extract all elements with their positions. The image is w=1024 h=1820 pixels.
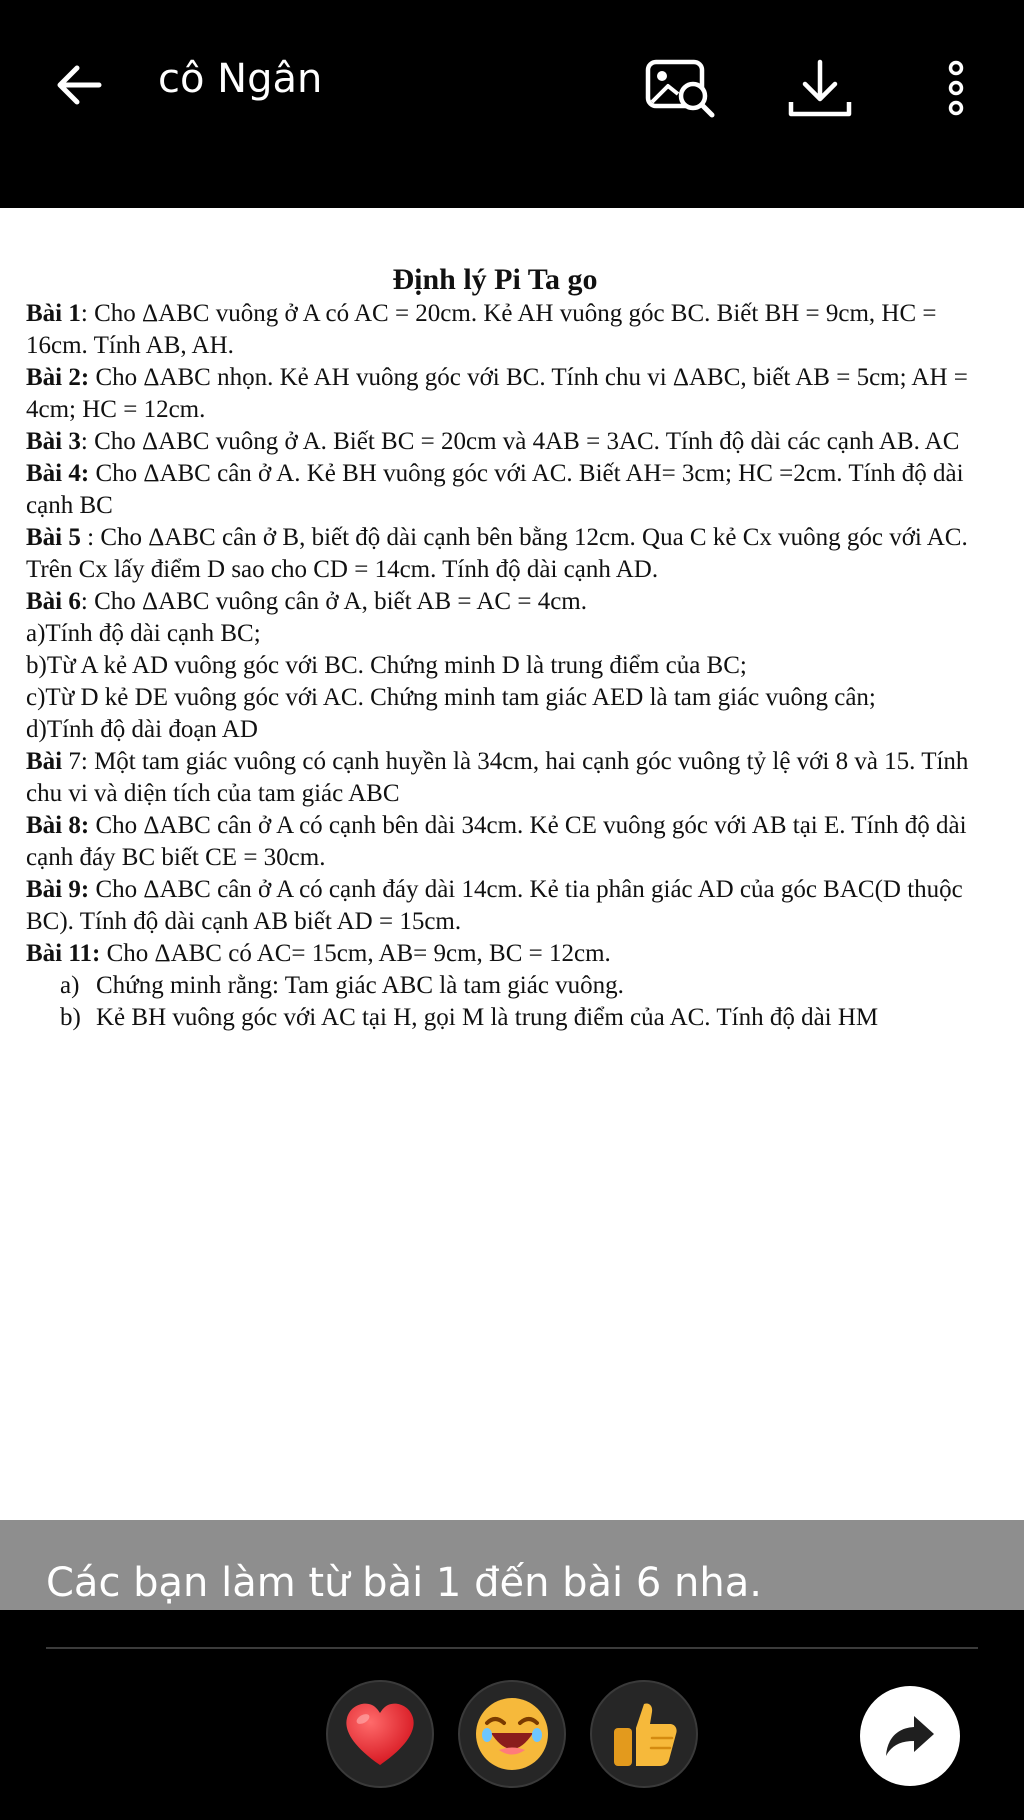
exercise-subpart: d)Tính độ dài đoạn AD <box>26 716 258 743</box>
more-options-button[interactable] <box>916 48 996 128</box>
exercise-label: Bài 9: <box>26 876 90 903</box>
image-search-button[interactable] <box>642 48 722 128</box>
like-reaction-button[interactable] <box>590 1680 698 1788</box>
exercise-paragraph <box>26 746 1004 810</box>
exercise-paragraph <box>26 458 1004 522</box>
exercise-label: Bài 1 <box>26 300 81 327</box>
caption-text: Các bạn làm từ bài 1 đến bài 6 nha. <box>46 1560 762 1606</box>
top-bar <box>0 0 1024 170</box>
document-title: Định lý Pi Ta go <box>392 263 598 296</box>
exercise-text: : Cho ΔABC vuông ở A có AC = 20cm. Kẻ AH vuông góc BC. Biết BH = 9cm, HC = 16cm. Tính AB, AH. <box>26 300 937 359</box>
exercise-label: Bài 4: <box>26 460 90 487</box>
document-content <box>0 208 1024 1034</box>
exercise-text: Cho ΔABC cân ở A có cạnh đáy dài 14cm. Kẻ tia phân giác AD của góc BAC(D thuộc BC). Tính độ dài cạnh AB biết AD = 15cm. <box>26 876 963 935</box>
laugh-reaction-button[interactable] <box>458 1680 566 1788</box>
exercise-text: Cho ΔABC có AC= 15cm, AB= 9cm, BC = 12cm. <box>100 940 611 967</box>
exercise-paragraph <box>26 426 1004 458</box>
exercise-text: Cho ΔABC cân ở A. Kẻ BH vuông góc với AC. Biết AH= 3cm; HC =2cm. Tính độ dài cạnh BC <box>26 460 964 519</box>
document-image[interactable] <box>0 208 1024 1520</box>
exercise-label: Bài 11: <box>26 940 101 967</box>
list-marker: a) <box>60 972 80 999</box>
exercise-label: Bài 2: <box>26 364 90 391</box>
more-vertical-icon <box>944 58 968 118</box>
exercise-paragraph <box>26 522 1004 586</box>
exercise-paragraph <box>26 874 1004 938</box>
exercise-label: Bài 3 <box>26 428 81 455</box>
heart-reaction-button[interactable] <box>326 1680 434 1788</box>
list-item-text: Chứng minh rằng: Tam giác ABC là tam giác vuông. <box>96 972 624 999</box>
heart-icon <box>341 1699 419 1769</box>
list-item <box>26 1002 1004 1034</box>
exercise-label: Bài 6 <box>26 588 81 615</box>
exercise-subpart: c)Từ D kẻ DE vuông góc với AC. Chứng minh tam giác AED là tam giác vuông cân; <box>26 684 876 711</box>
exercise-paragraph <box>26 938 1004 970</box>
share-arrow-icon <box>882 1712 938 1760</box>
exercise-text: Cho ΔABC nhọn. Kẻ AH vuông góc với BC. Tính chu vi ΔABC, biết AB = 5cm; AH = 4cm; HC = 12cm. <box>26 364 968 423</box>
list-marker: b) <box>60 1004 81 1031</box>
exercise-label: Bài 8: <box>26 812 90 839</box>
download-button[interactable] <box>780 48 860 128</box>
exercise-label: Bài <box>26 748 63 775</box>
download-icon <box>785 56 855 120</box>
exercise-text: : Cho ΔABC cân ở B, biết độ dài cạnh bên bằng 12cm. Qua C kẻ Cx vuông góc với AC. Trên Cx lấy điểm D sao cho CD = 14cm. Tính độ dài cạnh AD. <box>26 524 968 583</box>
exercise-label: Bài 5 <box>26 524 81 551</box>
image-search-icon <box>644 56 720 120</box>
exercise-text: : Cho ΔABC vuông ở A. Biết BC = 20cm và 4AB = 3AC. Tính độ dài các cạnh AB. AC <box>80 428 960 455</box>
list-item-text: Kẻ BH vuông góc với AC tại H, gọi M là trung điểm của AC. Tính độ dài HM <box>96 1004 879 1031</box>
list-item <box>26 970 1004 1002</box>
exercise-subpart: b)Từ A kẻ AD vuông góc với BC. Chứng minh D là trung điểm của BC; <box>26 652 747 679</box>
thumbs-up-icon <box>606 1696 682 1772</box>
exercise-paragraph <box>26 810 1004 874</box>
arrow-left-icon <box>51 57 107 113</box>
exercise-text: Cho ΔABC cân ở A có cạnh bên dài 34cm. Kẻ CE vuông góc với AB tại E. Tính độ dài cạnh đáy BC biết CE = 30cm. <box>26 812 967 871</box>
exercise-paragraph <box>26 586 1004 618</box>
exercise-sublist <box>26 970 1004 1034</box>
back-button[interactable] <box>44 50 114 120</box>
share-button[interactable] <box>860 1686 960 1786</box>
laughing-face-icon <box>473 1695 551 1773</box>
exercise-paragraph <box>26 298 1004 362</box>
divider <box>46 1647 978 1649</box>
caption-bar <box>0 1520 1024 1610</box>
exercise-paragraph <box>26 362 1004 426</box>
exercise-text: 7: Một tam giác vuông có cạnh huyền là 34cm, hai cạnh góc vuông tỷ lệ với 8 và 15. Tính chu vi và diện tích của tam giác ABC <box>26 748 969 807</box>
exercise-text: : Cho ΔABC vuông cân ở A, biết AB = AC = 4cm. <box>80 588 587 615</box>
conversation-title: cô Ngân <box>158 56 323 102</box>
exercise-subpart: a)Tính độ dài cạnh BC; <box>26 620 261 647</box>
